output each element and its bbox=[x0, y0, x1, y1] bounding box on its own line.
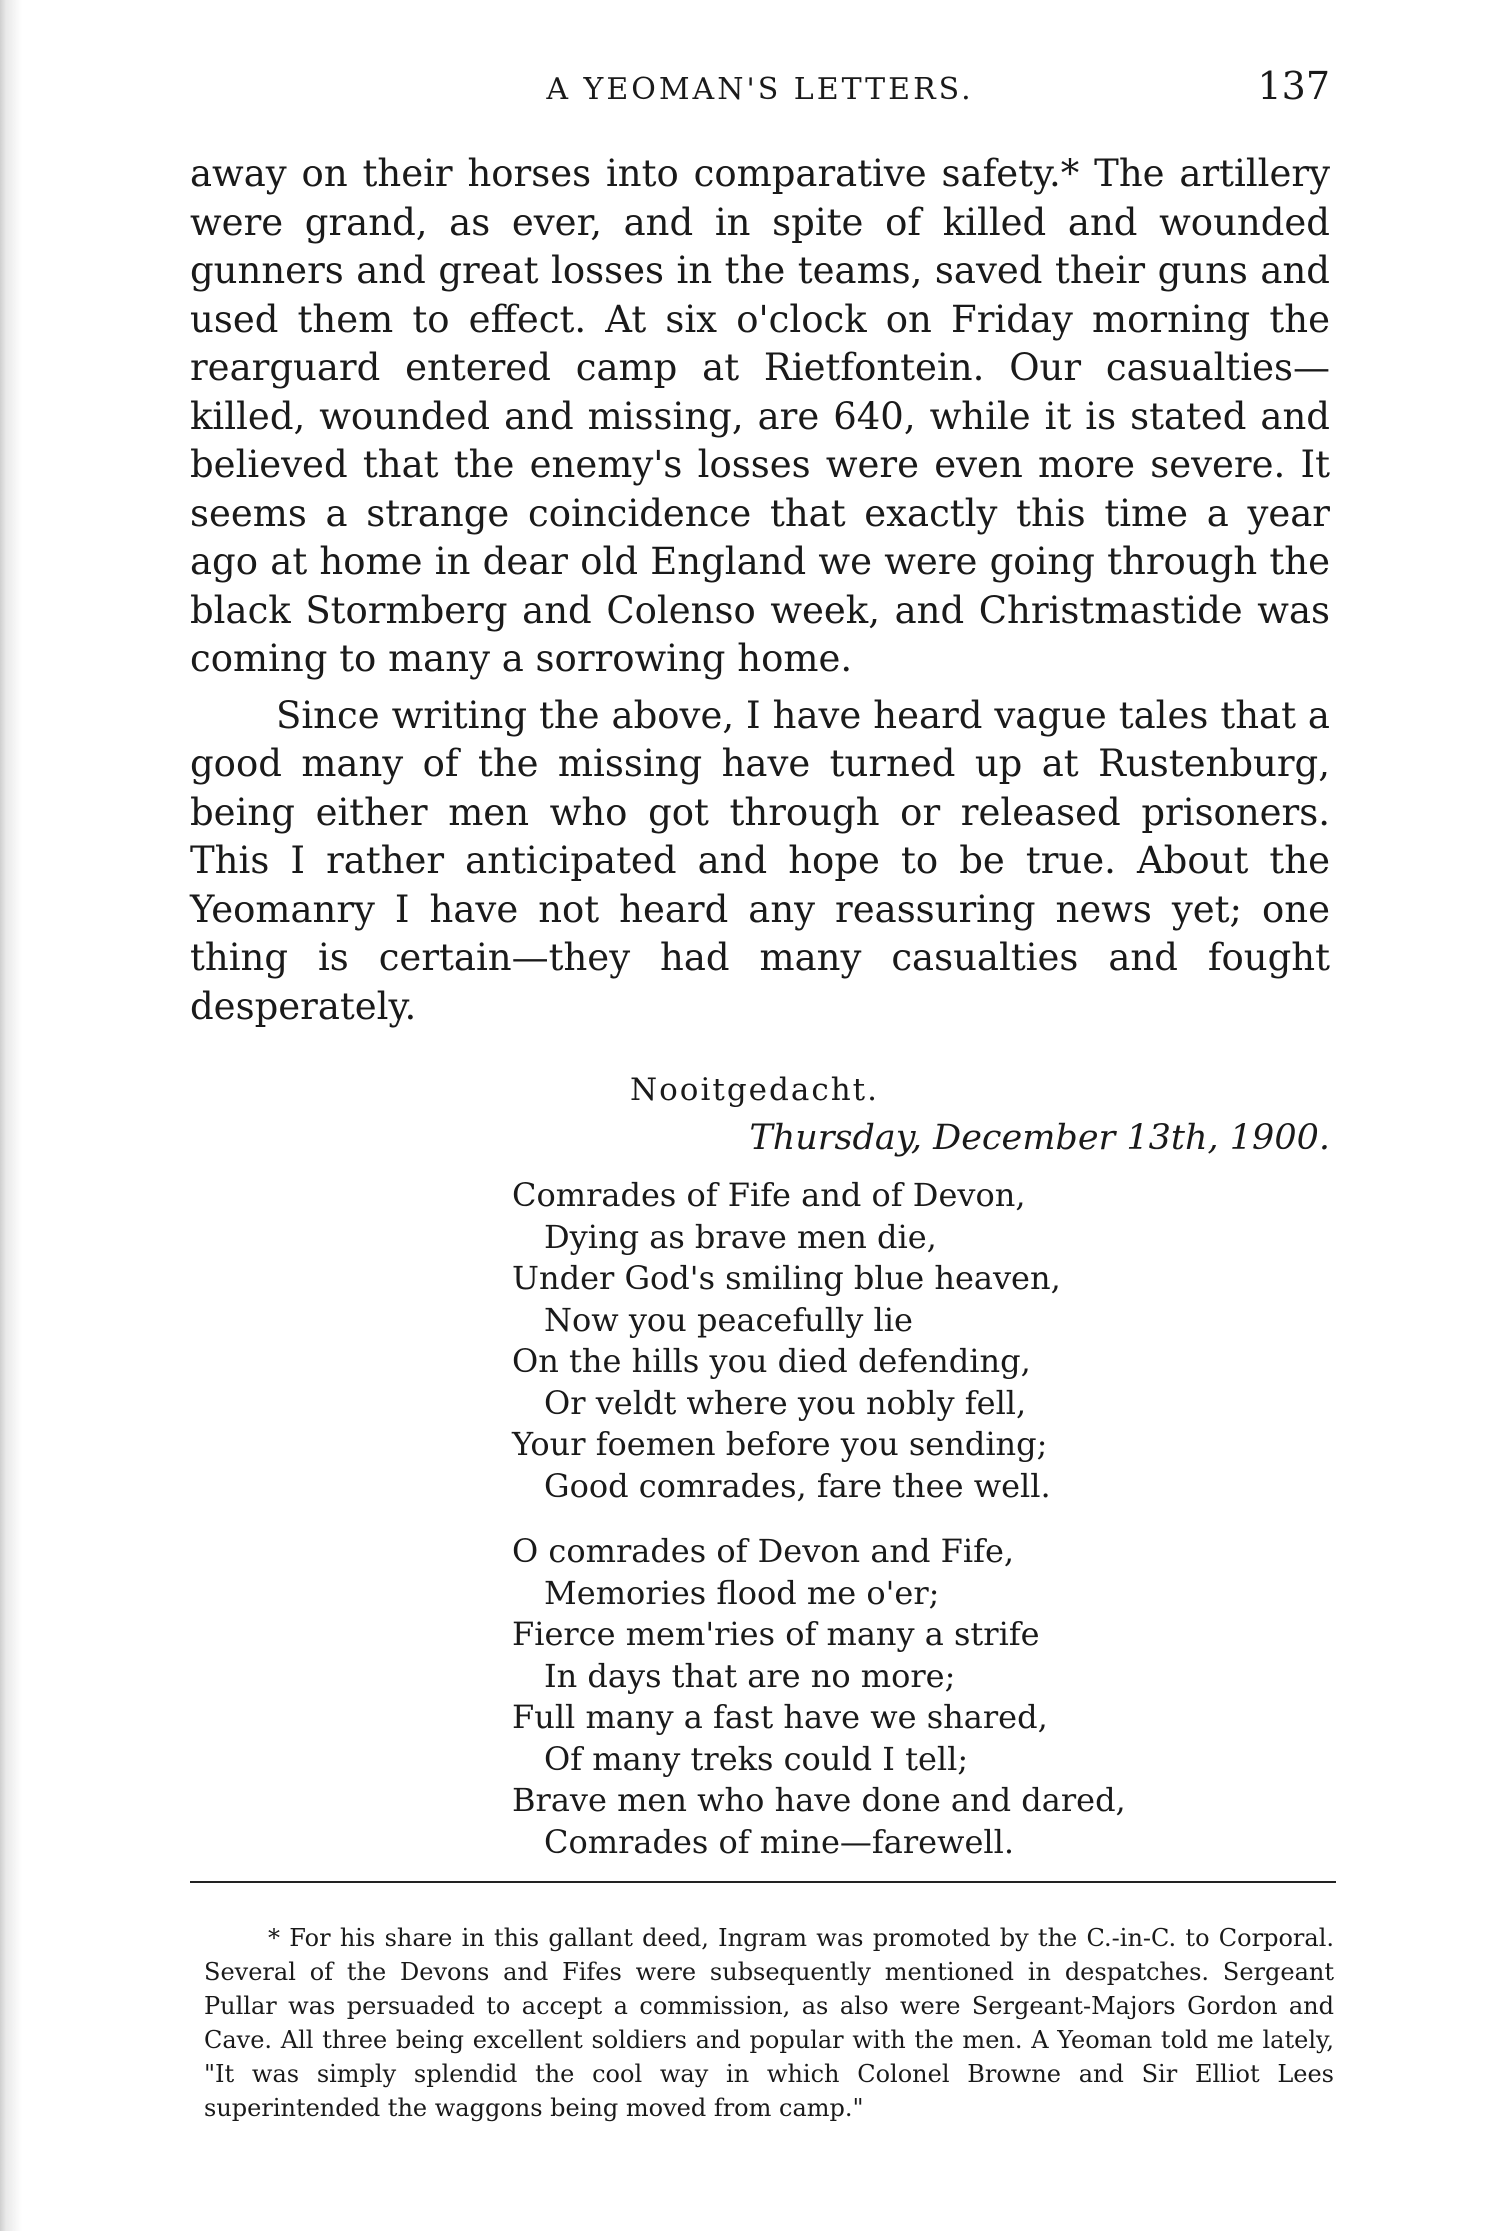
binding-shadow bbox=[0, 0, 22, 2231]
poem-line: On the hills you died defending, bbox=[512, 1342, 1031, 1380]
poem-line: O comrades of Devon and Fife, bbox=[512, 1532, 1015, 1570]
poem-stanza bbox=[512, 1531, 1126, 1863]
running-title: A YEOMAN'S LETTERS. bbox=[546, 72, 974, 107]
poem-line: Dying as brave men die, bbox=[544, 1217, 937, 1256]
poem-line: Of many treks could I tell; bbox=[544, 1739, 969, 1778]
poem-line: Good comrades, fare thee well. bbox=[544, 1466, 1051, 1505]
body-text bbox=[190, 150, 1330, 1031]
poem-line: Fierce mem'ries of many a strife bbox=[512, 1615, 1040, 1653]
running-head bbox=[190, 62, 1330, 122]
poem-line: In days that are no more; bbox=[544, 1656, 956, 1695]
dateline-place: Nooitgedacht. bbox=[630, 1072, 879, 1108]
poem-line: Comrades of mine—farewell. bbox=[544, 1822, 1015, 1861]
paragraph: away on their horses into comparative safety.* The artillery were grand, as ever, and in spite of killed and wounded gunners and great losses in the teams, saved their guns and used them to effect. At six o'clock on Friday morning the rearguard entered camp at Rietfontein. Our casualties—killed, wounded and missing, are 640, while it is stated and believed that the enemy's losses were even more severe. It seems a strange coincidence that exactly this time a year ago at home in dear old England we were going through the black Stormberg and Colenso week, and Christmastide was coming to many a sorrowing home. bbox=[190, 152, 1330, 680]
poem bbox=[512, 1175, 1126, 1863]
footnote: * For his share in this gallant deed, Ingram was promoted by the C.-in-C. to Corporal. Several of the Devons and Fifes were subsequently mentioned in despatches. Sergeant Pullar was persuaded to accept a commission, as also were Sergeant-Majors Gordon and Cave. All three being excellent soldiers and popular with the men. A Yeoman told me lately, "It was simply splendid the cool way in which Colonel Browne and Sir Elliot Lees superintended the waggons being moved from camp." bbox=[204, 1924, 1334, 2122]
poem-line: Comrades of Fife and of Devon, bbox=[512, 1176, 1026, 1214]
poem-line: Brave men who have done and dared, bbox=[512, 1781, 1126, 1819]
page-number: 137 bbox=[1257, 64, 1330, 108]
poem-line: Under God's smiling blue heaven, bbox=[512, 1259, 1061, 1297]
poem-stanza bbox=[512, 1175, 1126, 1507]
poem-line: Full many a fast have we shared, bbox=[512, 1698, 1048, 1736]
poem-line: Or veldt where you nobly fell, bbox=[544, 1383, 1027, 1422]
dateline-date: Thursday, December 13th, 1900. bbox=[749, 1118, 1330, 1158]
paragraph: Since writing the above, I have heard vague tales that a good many of the missing have turned up at Rustenburg, being either men who got through or released prisoners. This I rather anticipated and hope to be true. About the Yeomanry I have not heard any reassuring news yet; one thing is certain—they had many casualties and fought desperately. bbox=[190, 693, 1330, 1028]
poem-line: Your foemen before you sending; bbox=[512, 1425, 1048, 1463]
poem-line: Memories flood me o'er; bbox=[544, 1573, 940, 1612]
footnote-rule bbox=[190, 1881, 1336, 1883]
poem-line: Now you peacefully lie bbox=[544, 1300, 913, 1339]
